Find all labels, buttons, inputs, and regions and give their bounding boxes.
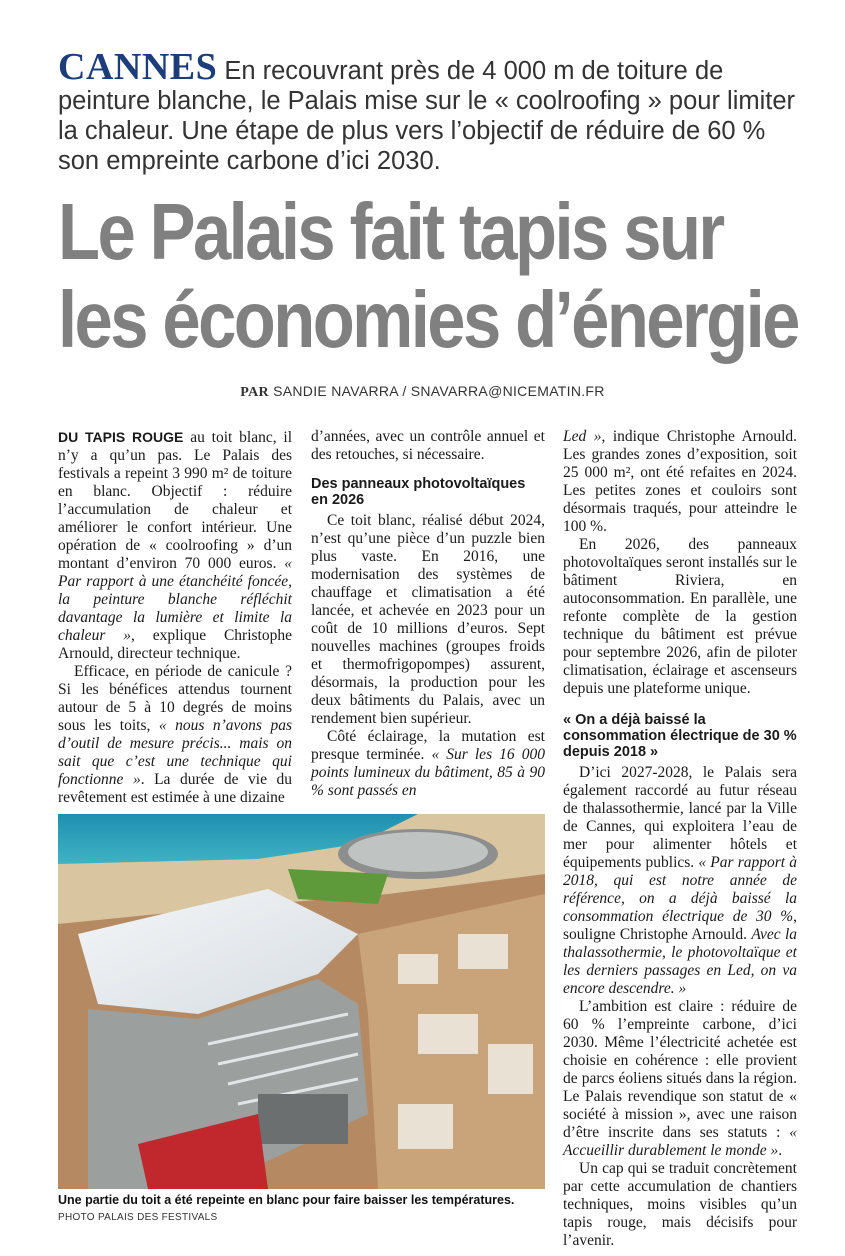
headline-line-1: Le Palais fait tapis sur — [58, 187, 723, 276]
quote: « Par rapport à 2018, qui est notre année de référence, on a déjà baissé la consommation électrique de 30 % — [563, 854, 797, 925]
subheading: Des panneaux photovoltaïques en 2026 — [311, 476, 526, 508]
text: Efficace, en période de canicule ? Si les bénéfices attendus tournent autour de 5 à 10 degrés de moins sous les toits, — [58, 663, 292, 734]
headline-line-2: les économies d’énergie — [58, 275, 798, 364]
text: . La durée de vie du revêtement est estimée à une dizaine — [58, 771, 292, 806]
paragraph — [563, 764, 797, 998]
paragraph — [563, 998, 797, 1160]
text: , indique Christophe Arnould. Les grandes zones d’exposition, soit 25 000 m², ont été refaites en 2024. Les petites zones et couloirs sont désormais traqués, pour atteindre le 100 %. — [563, 428, 797, 535]
paragraph — [311, 728, 545, 800]
paragraph — [58, 428, 292, 663]
text: au toit blanc, il n’y a qu’un pas. Le Palais des festivals a repeint 3 990 m² de toiture en blanc. Objectif : réduire l’accumulation de chaleur et améliorer le confort intérieur. Une opération de « coolroofing » d’un montant d’environ 70 000 euros. — [58, 429, 292, 572]
quote: « Par rapport à une étanchéité foncée, la peinture blanche réfléchit davantage la lumière et limite la chaleur » — [58, 555, 292, 644]
photo-caption: Une partie du toit a été repeinte en blanc pour faire baisser les températures. — [58, 1193, 515, 1207]
text: Côté éclairage, la mutation est presque terminée. — [311, 728, 545, 763]
byline-author: SANDIE NAVARRA / SNAVARRA@NICEMATIN.FR — [268, 383, 605, 399]
subheading: « On a déjà baissé la consommation électrique de 30 % depuis 2018 » — [563, 712, 797, 760]
article-column-3-lower — [563, 700, 797, 1250]
aerial-photo — [58, 814, 545, 1189]
location-kicker: CANNES — [58, 46, 218, 88]
article-intro — [58, 46, 798, 176]
article-column-2 — [311, 428, 545, 800]
article-column-1 — [58, 428, 292, 807]
byline-prefix: PAR — [240, 385, 269, 400]
lead-in: DU TAPIS ROUGE — [58, 429, 184, 445]
text: L’ambition est claire : réduire de 60 % l’empreinte carbone, d’ici 2030. Même l’électricité achetée est choisie en cohérence : elle provient de parcs éoliens situés dans la région. Le Palais revendique son statut de « société à mission », avec une raison d’être inscrite dans ses statuts : — [563, 998, 797, 1141]
paragraph: En 2026, des panneaux photovoltaïques seront installés sur le bâtiment Riviera, en autoconsommation. En parallèle, une refonte complète de la gestion technique du bâtiment est prévue pour septembre 2026, afin de piloter climatisation, éclairage et ascenseurs depuis une plateforme unique. — [563, 536, 797, 697]
text: D’ici 2027-2028, le Palais sera également raccordé au futur réseau de thalassothermie, lancé par la Ville de Cannes, qui exploitera l’eau de mer pour alimenter hôtels et équipements publics. — [563, 764, 797, 871]
article-column-3 — [563, 428, 797, 698]
paragraph — [563, 428, 797, 536]
paragraph — [58, 663, 292, 807]
byline — [0, 383, 845, 401]
lawn — [288, 869, 388, 904]
text: , souligne Christophe Arnould. — [563, 908, 797, 943]
intro-text: En recouvrant près de 4 000 m de toiture de peinture blanche, le Palais mise sur le « coolroofing » pour limiter la chaleur. Une étape de plus vers l’objectif de réduire de 60 % son empreinte carbone d’ici 2030. — [58, 57, 796, 175]
quote: Led » — [563, 428, 602, 445]
photo-credit: PHOTO PALAIS DES FESTIVALS — [58, 1212, 218, 1223]
quote: « nous n’avons pas d’outil de mesure précis... mais on sait que c’est une technique qui fonctionne » — [58, 717, 292, 788]
quote: « Accueillir durablement le monde » — [563, 1124, 797, 1159]
text: . — [778, 1142, 783, 1159]
paragraph: Un cap qui se traduit concrètement par cette accumulation de chantiers techniques, moins visibles qu’un tapis rouge, mais décisifs pour l’avenir. — [563, 1160, 797, 1249]
paragraph: Ce toit blanc, réalisé début 2024, n’est qu’une pièce d’un puzzle bien plus vaste. En 2016, une modernisation des systèmes de chauffage et climatisation a été lancée, et achevée en 2023 pour un coût de 10 millions d’euros. Sept nouvelles machines (groupes froids et thermofrigopompes) assurent, désormais, la production pour les deux bâtiments du Palais, avec un rendement bien supérieur. — [311, 512, 545, 727]
headline — [58, 187, 798, 364]
text: , explique Christophe Arnould, directeur technique. — [58, 627, 292, 662]
photo-illustration — [58, 814, 545, 1189]
quote: « Sur les 16 000 points lumineux du bâtiment, 85 à 90 % sont passés en — [311, 746, 545, 799]
paragraph: d’années, avec un contrôle annuel et des retouches, si nécessaire. — [311, 428, 545, 463]
quote: Avec la thalassothermie, le photovoltaïque et les derniers passages en Led, on va encore descendre. » — [563, 926, 797, 997]
